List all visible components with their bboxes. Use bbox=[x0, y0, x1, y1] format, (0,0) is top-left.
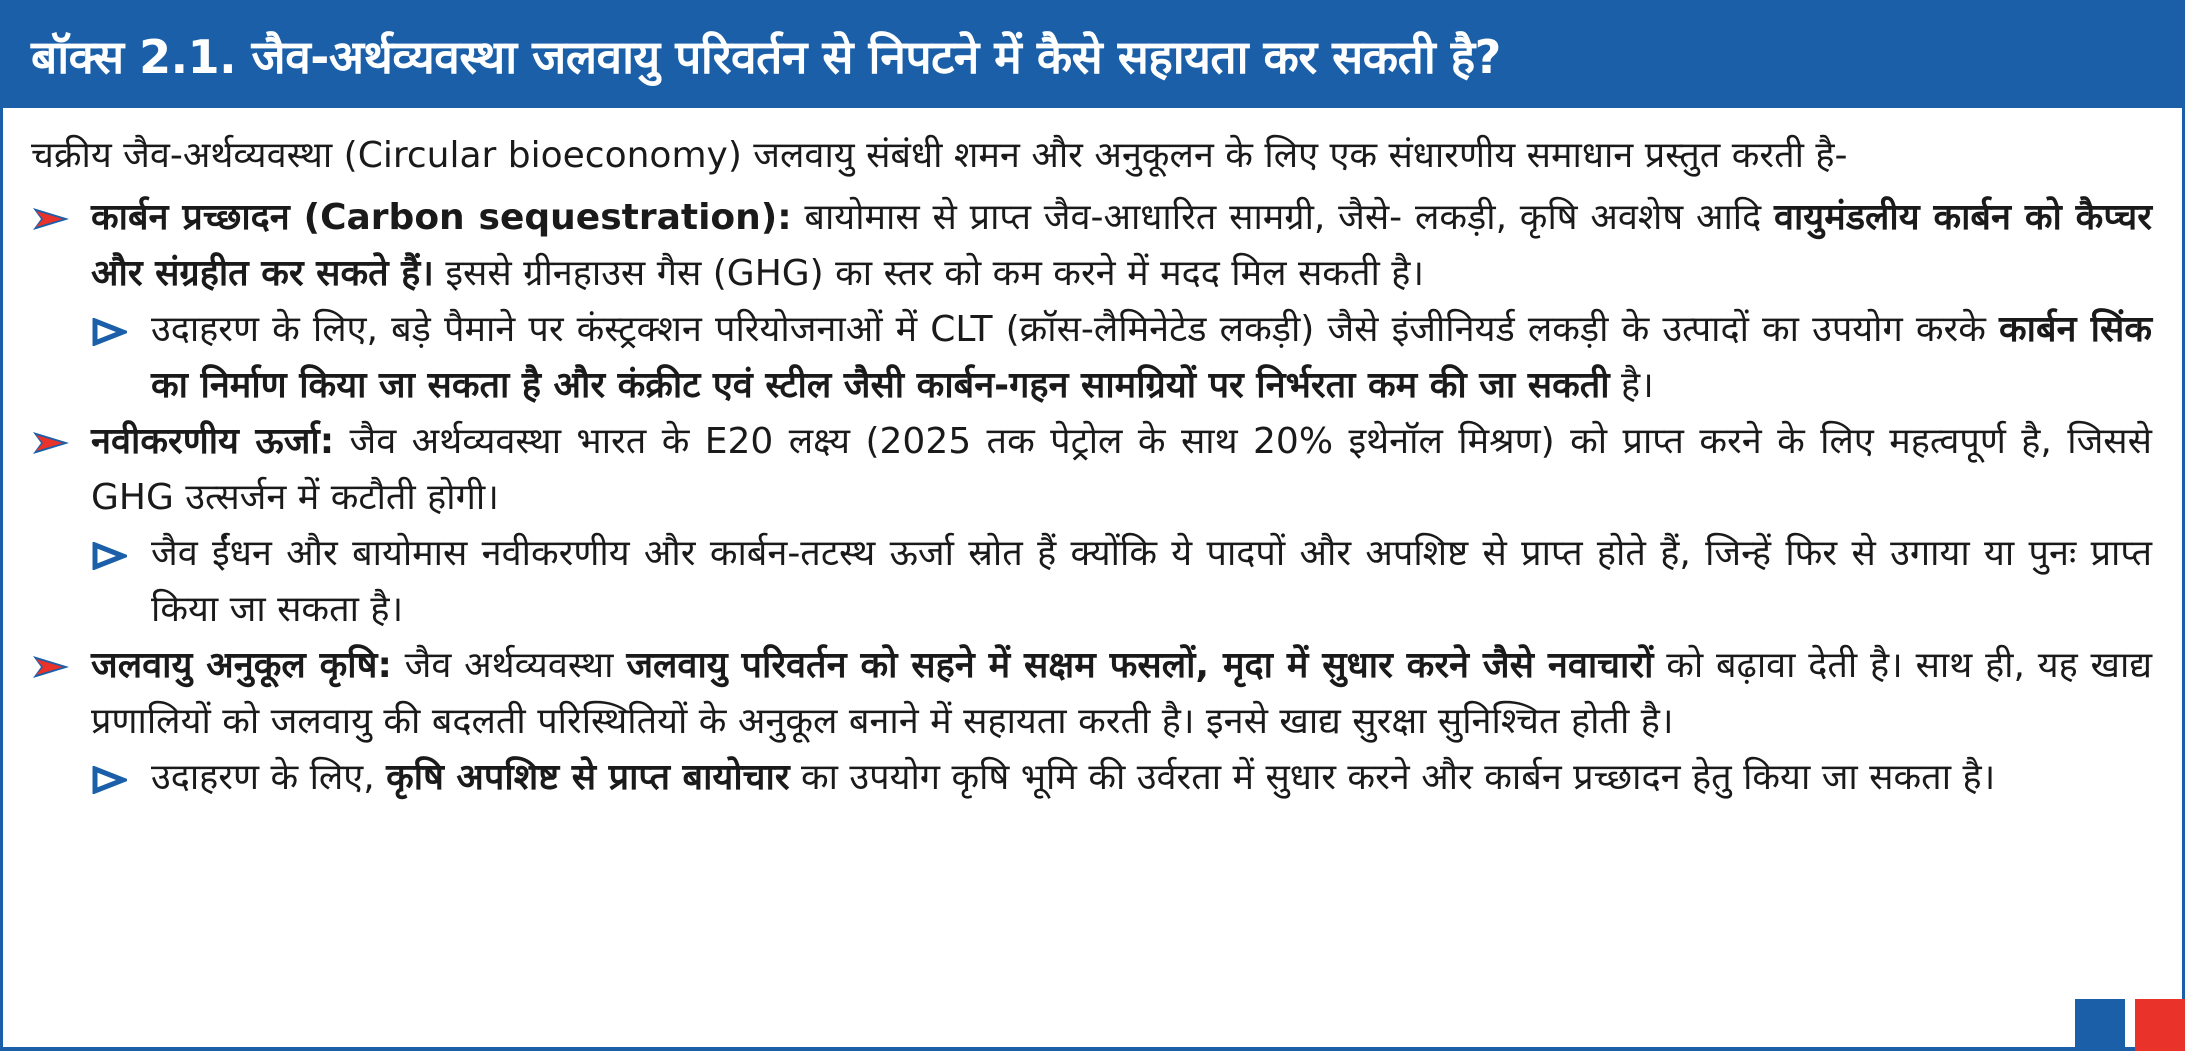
sub-item-bold-text: कार्बन सिंक का निर्माण किया जा सकता है और कंक्रीट एवं स्टील जैसी कार्बन-गहन सामग्रियों पर निर्भरता कम की जा सकती bbox=[151, 309, 2152, 406]
item-title: जलवायु अनुकूल कृषि: bbox=[91, 645, 392, 686]
item-title: कार्बन प्रच्छादन (Carbon sequestration): bbox=[91, 197, 792, 238]
item-text: इससे ग्रीनहाउस गैस (GHG) का स्तर को कम करने में मदद मिल सकती है। bbox=[433, 253, 1425, 294]
sub-item-text: उदाहरण के लिए, बड़े पैमाने पर कंस्ट्रक्शन परियोजनाओं में CLT (क्रॉस-लैमिनेटेड लकड़ी) जैसे इंजीनियर्ड लकड़ी के उत्पादों का उपयोग करके bbox=[151, 309, 1999, 350]
list-item-renewable-energy bbox=[31, 414, 2152, 526]
intro-paragraph: चक्रीय जैव-अर्थव्यवस्था (Circular bioeconomy) जलवायु संबंधी शमन और अनुकूलन के लिए एक संधारणीय समाधान प्रस्तुत करती है- bbox=[31, 135, 1848, 176]
box-content bbox=[3, 108, 2182, 806]
item-text: को बढ़ावा देती है। साथ ही, यह खाद्य प्रणालियों को जलवायु की बदलती परिस्थितियों के अनुकूल बनाने में सहायता करती है। इनसे खाद्य सुरक्षा सुनिश्चित होती है। bbox=[91, 645, 2152, 742]
box-title: बॉक्स 2.1. जैव-अर्थव्यवस्था जलवायु परिवर्तन से निपटने में कैसे सहायता कर सकती है? bbox=[31, 29, 1501, 84]
sub-item-text: जैव ईंधन और बायोमास नवीकरणीय और कार्बन-तटस्थ ऊर्जा स्रोत हैं क्योंकि ये पादपों और अपशिष्ट से प्राप्त होते हैं, जिन्हें फिर से उगाया या पुनः प्राप्त किया जा सकता है। bbox=[151, 533, 2152, 630]
item-title: नवीकरणीय ऊर्जा: bbox=[91, 421, 335, 462]
arrow-bullet-icon bbox=[31, 431, 71, 455]
arrow-bullet-icon bbox=[31, 207, 71, 231]
item-bold-text: वायुमंडलीय कार्बन को कैप्चर और संग्रहीत कर सकते हैं। bbox=[91, 197, 2152, 294]
item-text: जैव अर्थव्यवस्था भारत के E20 लक्ष्य (2025 तक पेट्रोल के साथ 20% इथेनॉल मिश्रण) को प्राप्त करने के लिए महत्वपूर्ण है, जिससे GHG उत्सर्जन में कटौती होगी। bbox=[91, 421, 2152, 518]
list-item-carbon-sequestration bbox=[31, 190, 2152, 302]
triangle-bullet-icon bbox=[91, 766, 127, 794]
corner-decoration-red bbox=[2135, 999, 2185, 1051]
sub-item-text: का उपयोग कृषि भूमि की उर्वरता में सुधार करने और कार्बन प्रच्छादन हेतु किया जा सकता है। bbox=[789, 757, 1996, 798]
item-text: जैव अर्थव्यवस्था bbox=[391, 645, 627, 686]
arrow-bullet-icon bbox=[31, 655, 71, 679]
sub-item-text: उदाहरण के लिए, bbox=[151, 757, 387, 798]
triangle-bullet-icon bbox=[91, 318, 127, 346]
sub-item-clt-example bbox=[31, 302, 2152, 414]
triangle-bullet-icon bbox=[91, 542, 127, 570]
sub-item-biochar bbox=[31, 750, 2152, 806]
item-bold-text: जलवायु परिवर्तन को सहने में सक्षम फसलों, मृदा में सुधार करने जैसे नवाचारों bbox=[626, 645, 1654, 686]
item-text: बायोमास से प्राप्त जैव-आधारित सामग्री, जैसे- लकड़ी, कृषि अवशेष आदि bbox=[791, 197, 1774, 238]
sub-item-biofuel bbox=[31, 526, 2152, 638]
box-header bbox=[3, 3, 2182, 108]
corner-decoration-blue bbox=[2075, 999, 2125, 1051]
list-item-climate-agriculture bbox=[31, 638, 2152, 750]
sub-item-bold-text: कृषि अपशिष्ट से प्राप्त बायोचार bbox=[386, 757, 790, 798]
sub-item-text: है। bbox=[1609, 365, 1654, 406]
